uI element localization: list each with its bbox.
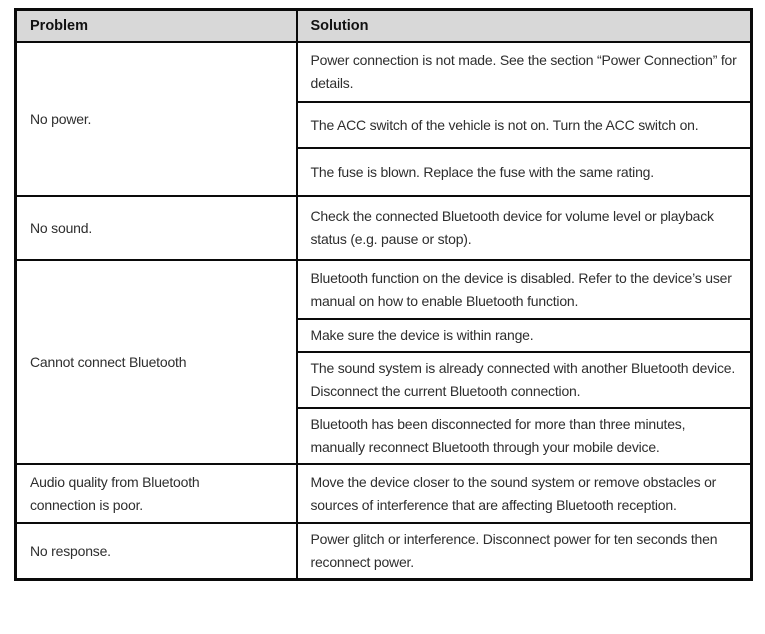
solution-cell: Move the device closer to the sound system or remove obstacles or sources of interference that are affecting Bluetooth reception. <box>297 464 752 523</box>
problem-cell-no-sound: No sound. <box>16 196 297 260</box>
table-row <box>16 523 752 580</box>
solution-cell: The ACC switch of the vehicle is not on. Turn the ACC switch on. <box>297 102 752 148</box>
table-row <box>16 464 752 523</box>
table-row <box>16 260 752 319</box>
problem-cell-cannot-connect-bluetooth: Cannot connect Bluetooth <box>16 260 297 464</box>
solution-cell: Power glitch or interference. Disconnect power for ten seconds then reconnect power. <box>297 523 752 580</box>
problem-cell-no-power: No power. <box>16 42 297 196</box>
problem-cell-audio-quality-poor: Audio quality from Bluetooth connection is poor. <box>16 464 297 523</box>
solution-cell: Make sure the device is within range. <box>297 319 752 352</box>
solution-cell: Power connection is not made. See the section “Power Connection” for details. <box>297 42 752 102</box>
solution-column-header: Solution <box>297 10 752 43</box>
table-row <box>16 42 752 102</box>
troubleshooting-table <box>14 8 753 581</box>
problem-column-header: Problem <box>16 10 297 43</box>
problem-cell-no-response: No response. <box>16 523 297 580</box>
solution-cell: The sound system is already connected with another Bluetooth device. Disconnect the current Bluetooth connection. <box>297 352 752 408</box>
solution-cell: The fuse is blown. Replace the fuse with the same rating. <box>297 148 752 196</box>
header-row <box>16 10 752 43</box>
solution-cell: Check the connected Bluetooth device for volume level or playback status (e.g. pause or stop). <box>297 196 752 260</box>
table-row <box>16 196 752 260</box>
solution-cell: Bluetooth function on the device is disabled. Refer to the device’s user manual on how to enable Bluetooth function. <box>297 260 752 319</box>
solution-cell: Bluetooth has been disconnected for more than three minutes, manually reconnect Bluetooth through your mobile device. <box>297 408 752 464</box>
